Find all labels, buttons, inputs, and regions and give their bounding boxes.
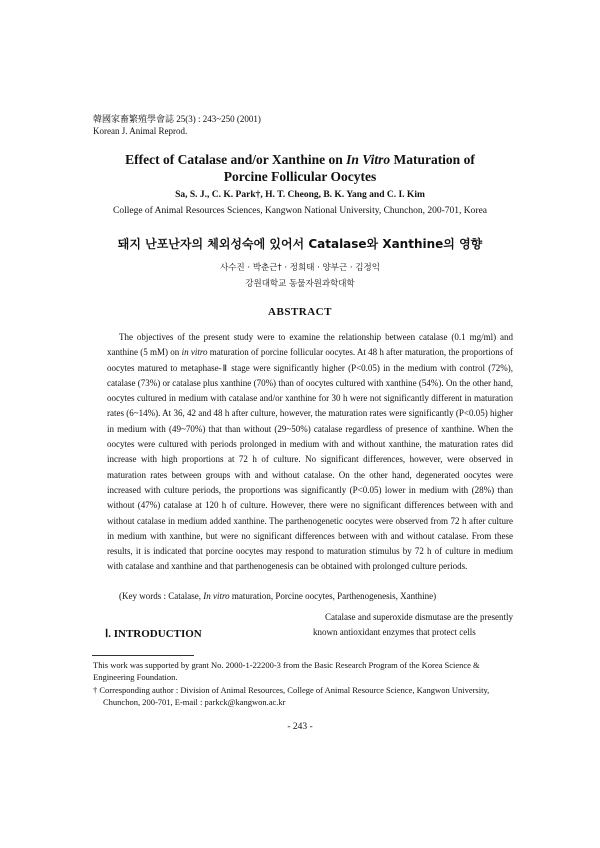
title-italic: In Vitro [346, 152, 391, 167]
abstract-text-2: maturation of porcine follicular oocytes. At 48 h after maturation, the proportions of oocytes matured to metaphase-Ⅱ stage were significantly higher (P<0.05) in the medium with control (72%), catalase (73%) or catalase plus xanthine (70%) than of oocytes cultured with xanthine (54%). On the other hand, oocytes cultured in medium with catalase and/or xanthine for 30 h were not significantly different in maturation rates (6~14%). At 36, 42 and 48 h after culture, however, the maturation rates were significantly (P<0.05) higher in medium with (49~70%) that than without (29~50%) catalase regardless of presence of xanthine. When the oocytes were cultured with periods prolonged in medium with and without xanthine, the maturation rates did increase with high proportions at 72 h of culture. No significant differences, however, were observed in maturation rates between groups with and without catalase. On the other hand, degenerated oocytes were increased with culture periods, the proportions was significantly (P<0.05) lower in medium with (28%) than without (47%) catalase at 120 h of culture. However, there were no significant differences between with and without catalase in medium added xanthine. The parthenogenetic oocytes were observed from 72 h after culture in medium with xanthine, but were no significant differences between with and without catalase. From these results, it is indicated that porcine oocytes may respond to maturation stimulus by 72 h of culture in medium with catalase and xanthine and that parthenogenesis can be obtained with prolonged culture periods. [107, 347, 513, 572]
abstract-text-1: The objectives of the present study were to examine the relationship between catalase (0.1 mg/ml) and xanthine (5 mM) on [107, 332, 513, 358]
funding-footnote: This work was supported by grant No. 2000-1-22200-3 from the Basic Research Program of the Korea Science & Engineering Foundation. [93, 660, 480, 683]
affiliation: College of Animal Resources Sciences, Kangwon National University, Chunchon, 200-701, Korea [112, 206, 488, 216]
introduction-text: Catalase and superoxide dismutase are the presently known antioxidant enzymes that protect cells [313, 612, 513, 638]
introduction-heading: Ⅰ. INTRODUCTION [105, 628, 202, 640]
page-number: - 243 - [287, 722, 313, 732]
corresponding-author-footnote: † Corresponding author : Division of Animal Resources, College of Animal Resource Science, Kangwon University, Chunchon, 200-701, E-mail : parkck@kangwon.ac.kr [93, 684, 490, 707]
journal-line-english: Korean J. Animal Reprod. [93, 125, 188, 136]
authors: Sa, S. J., C. K. Park†, H. T. Cheong, B. K. Yang and C. I. Kim [175, 190, 425, 200]
footnote-divider [92, 655, 194, 656]
title-part2: Maturation of [390, 152, 475, 167]
title-part1: Effect of Catalase and/or Xanthine on [125, 152, 347, 167]
journal-citation [93, 114, 261, 137]
abstract-italic: in vitro [181, 347, 208, 358]
abstract-heading: ABSTRACT [268, 306, 332, 318]
korean-authors: 사수진 · 박춘근† · 정희태 · 양부근 · 김정익 [220, 263, 380, 273]
footnotes [93, 659, 513, 708]
keywords [107, 591, 513, 601]
keywords-part2: maturation, Porcine oocytes, Parthenogenesis, Xanthine) [229, 591, 437, 601]
abstract-body [107, 330, 513, 575]
keywords-italic: In vitro [203, 591, 230, 601]
keywords-part1: (Key words : Catalase, [119, 591, 204, 601]
paper-title [0, 151, 600, 185]
korean-title: 돼지 난포난자의 체외성숙에 있어서 Catalase와 Xanthine의 영향 [117, 237, 483, 251]
korean-affiliation: 강원대학교 동물자원과학대학 [245, 279, 355, 289]
title-line2: Porcine Follicular Oocytes [223, 169, 377, 184]
journal-line-korean: 韓國家畜繁殖學會誌 25(3) : 243~250 (2001) [93, 114, 261, 124]
